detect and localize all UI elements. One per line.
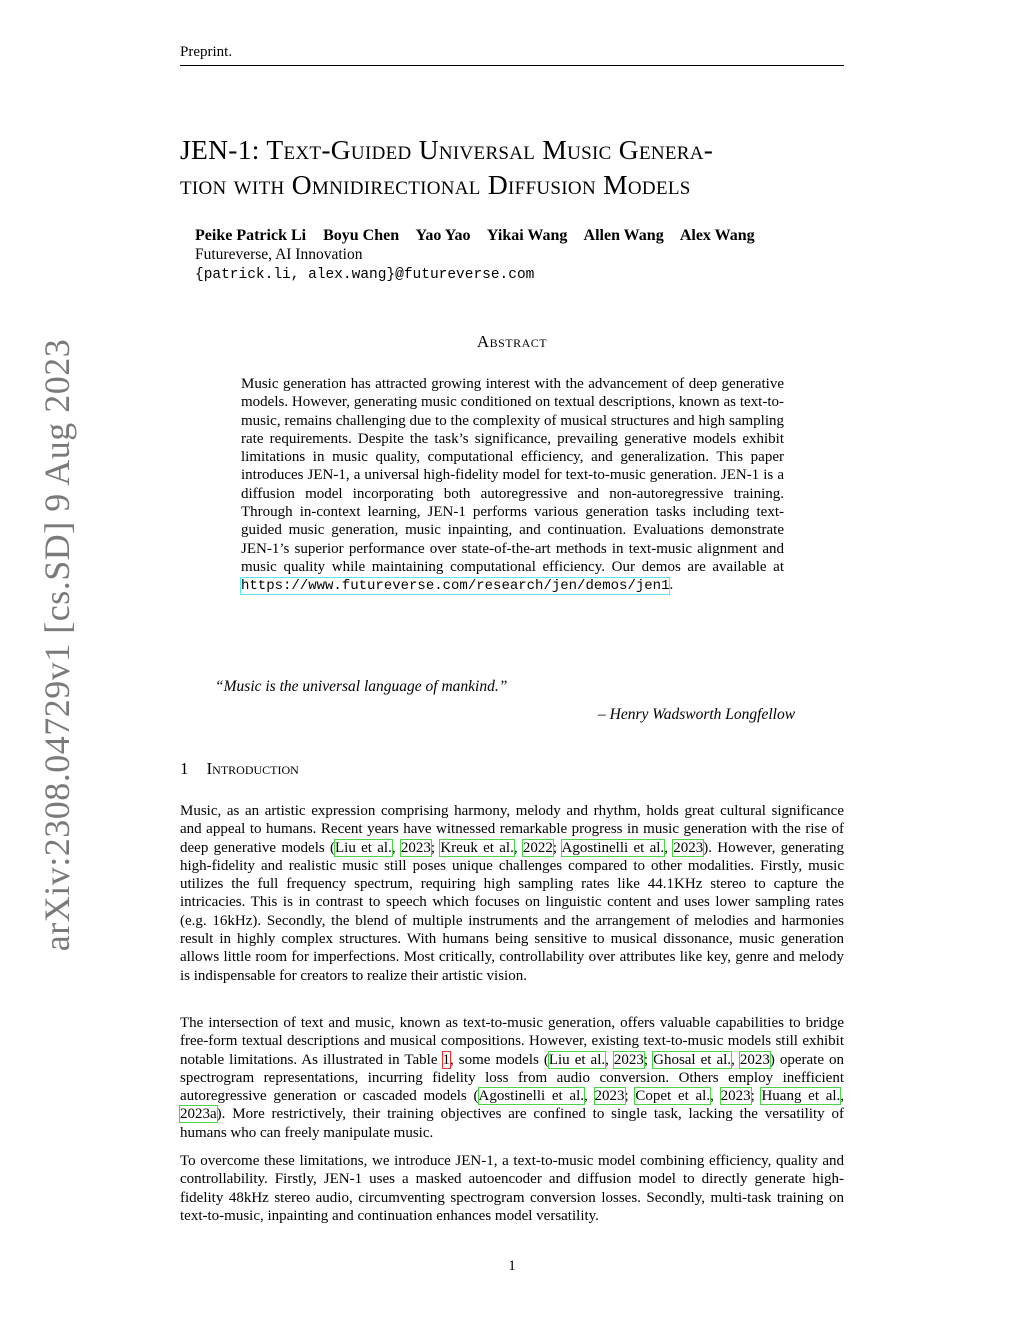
running-header: Preprint. bbox=[180, 44, 233, 60]
text: ). More restrictively, their training objectives are confined to single task, lacking the versatility of humans who can freely manipulate music. bbox=[180, 1106, 844, 1141]
citation-year-link[interactable]: 2023 bbox=[613, 1051, 644, 1068]
author-list bbox=[195, 227, 768, 245]
text: ). However, generating high-fidelity and realistic music still poses unique challenges compared to other modalities. Firstly, music utilizes the full frequency spectrum, requiring high sampling rates like 44.1KHz stereo to capture the intricacies. This is in contrast to speech which focuses on linguistic content and uses lower sampling rates (e.g. 16kHz). Secondly, the blend of multiple instruments and the arrangement of melodies and harmonies result in highly complex structures. With humans being sensitive to musical dissonance, music generation allows little room for imperfections. Most critically, controllability over attributes like key, genre and melody is indispensable for creators to realize their artistic vision. bbox=[180, 839, 844, 984]
table-ref-link[interactable]: 1 bbox=[442, 1051, 451, 1068]
page-number: 1 bbox=[508, 1258, 516, 1274]
citation-year-link[interactable]: 2023 bbox=[673, 839, 704, 856]
citation-year-link[interactable]: 2023 bbox=[739, 1051, 770, 1068]
author: Yao Yao bbox=[415, 227, 471, 244]
text: , some models ( bbox=[450, 1051, 549, 1068]
citation-year-link[interactable]: 2023a bbox=[180, 1106, 217, 1123]
author: Alex Wang bbox=[679, 227, 755, 244]
citation-year-link[interactable]: 2022 bbox=[522, 839, 553, 856]
citation-link[interactable]: Liu et al. bbox=[335, 839, 392, 856]
text: ) operate on spectrogram representations, incurring fidelity loss from audio conversion. Others employ inefficient autoregressive generation or cascaded models ( bbox=[180, 1051, 845, 1105]
citation-link[interactable]: Agostinelli et al. bbox=[478, 1088, 585, 1105]
abstract-body bbox=[241, 375, 784, 596]
citation-link[interactable]: Copet et al. bbox=[635, 1088, 711, 1105]
citation-link[interactable]: Ghosal et al. bbox=[653, 1051, 732, 1068]
citation-year-link[interactable]: 2023 bbox=[594, 1088, 625, 1105]
abstract-text: Music generation has attracted growing interest with the advancement of deep generative models. However, generating music conditioned on textual descriptions, known as text-to-music, remains challenging due to the complexity of musical structures and high sampling rate requirements. Despite the task’s significance, prevailing generative models exhibit limitations in music quality, computational efficiency, and generalization. This paper introduces JEN-1, a universal high-fidelity model for text-to-music generation. JEN-1 is a diffusion model incorporating both autoregressive and non-autoregressive training. Through in-context learning, JEN-1 performs various generation tasks including text-guided music generation, music inpainting, and continuation. Evaluations demonstrate JEN-1’s superior performance over state-of-the-art methods in text-music alignment and music quality while maintaining computational efficiency. Our demos are available at bbox=[241, 376, 784, 575]
title-line2: tion with Omnidirectional Diffusion Models bbox=[180, 169, 691, 200]
citation-link[interactable]: Huang et al. bbox=[761, 1088, 841, 1105]
paper-title bbox=[180, 132, 880, 202]
epigraph-quote: “Music is the universal language of mankind.” bbox=[215, 678, 508, 695]
intro-paragraph-2: The intersection of text and music, known as text-to-music generation, offers valuable capabilities to bridge free-form textual descriptions and musical compositions. However, existing text-to-music models still exhibit notable limitations. As illustrated in Table 1, some models (Liu et al., 2023; Ghosal et al., 2023) operate on spectrogram representations, incurring fidelity loss from audio conversion. Others employ inefficient autoregressive generation or cascaded models (Agostinelli et al., 2023; Copet et al., 2023; Huang et al., 2023a). More restrictively, their training objectives are confined to single task, lacking the versatility of humans who can freely manipulate music. bbox=[180, 1015, 845, 1141]
demo-link[interactable]: https://www.futureverse.com/research/jen/demos/jen1 bbox=[241, 578, 670, 595]
header-rule bbox=[180, 65, 844, 66]
intro-paragraph-3: To overcome these limitations, we introduce JEN-1, a text-to-music model combining efficiency, quality and controllability. Firstly, JEN-1 uses a masked autoencoder and diffusion model to directly generate high-fidelity 48kHz stereo audio, circumventing spectrogram conversion losses. Secondly, multi-task training on text-to-music, inpainting and continuation enhances model versatility. bbox=[180, 1153, 844, 1224]
citation-link[interactable]: Kreuk et al. bbox=[440, 839, 514, 856]
author: Peike Patrick Li bbox=[195, 227, 307, 244]
email[interactable] bbox=[195, 265, 534, 283]
citation-year-link[interactable]: 2023 bbox=[400, 839, 431, 856]
intro-paragraph-1: Music, as an artistic expression comprising harmony, melody and rhythm, holds great cultural significance and appeal to humans. Recent years have witnessed remarkable progress in music generation with the rise of deep generative models (Liu et al., 2023; Kreuk et al., 2022; Agostinelli et al., 2023). However, generating high-fidelity and realistic music still poses unique challenges compared to other modalities. Firstly, music utilizes the full frequency spectrum, requiring high sampling rates like 44.1KHz stereo to capture the intricacies. This is in contrast to speech which focuses on linguistic content and uses lower sampling rates (e.g. 16kHz). Secondly, the blend of multiple instruments and the arrangement of melodies and harmonies result in highly complex structures. With humans being sensitive to musical dissonance, music generation allows little room for imperfections. Most critically, controllability over attributes like key, genre and melody is indispensable for creators to realize their artistic vision. bbox=[180, 803, 844, 984]
author: Yikai Wang bbox=[486, 227, 568, 244]
abstract-end: . bbox=[669, 577, 674, 594]
text: Music, as an artistic expression comprising harmony, melody and rhythm, holds great cultural significance and appeal to humans. Recent years have witnessed remarkable progress in music generation with the rise of deep generative models ( bbox=[180, 803, 844, 856]
section-title: Introduction bbox=[206, 759, 299, 778]
section-heading bbox=[180, 759, 299, 779]
affiliation: Futureverse, AI Innovation bbox=[195, 246, 363, 263]
arxiv-watermark: arXiv:2308.04729v1 [cs.SD] 9 Aug 2023 bbox=[37, 338, 77, 952]
citation-year-link[interactable]: 2023 bbox=[720, 1088, 751, 1105]
citation-link[interactable]: Liu et al. bbox=[548, 1051, 606, 1068]
author: Boyu Chen bbox=[323, 227, 400, 244]
text: The intersection of text and music, known as text-to-music generation, offers valuable capabilities to bridge free-form textual descriptions and musical compositions. However, existing text-to-music models still exhibit notable limitations. As illustrated in Table bbox=[180, 1015, 844, 1068]
author: Allen Wang bbox=[583, 227, 664, 244]
section-number: 1 bbox=[180, 759, 189, 778]
title-prefix: JEN-1: T bbox=[180, 134, 284, 165]
citation-link[interactable]: Agostinelli et al. bbox=[561, 839, 665, 856]
email-text: {patrick.li, alex.wang}@futureverse.com bbox=[195, 267, 535, 283]
abstract-heading: Abstract bbox=[476, 332, 548, 351]
title-line1: ext-Guided Universal Music Genera- bbox=[283, 134, 714, 165]
epigraph-author: – Henry Wadsworth Longfellow bbox=[598, 706, 796, 723]
